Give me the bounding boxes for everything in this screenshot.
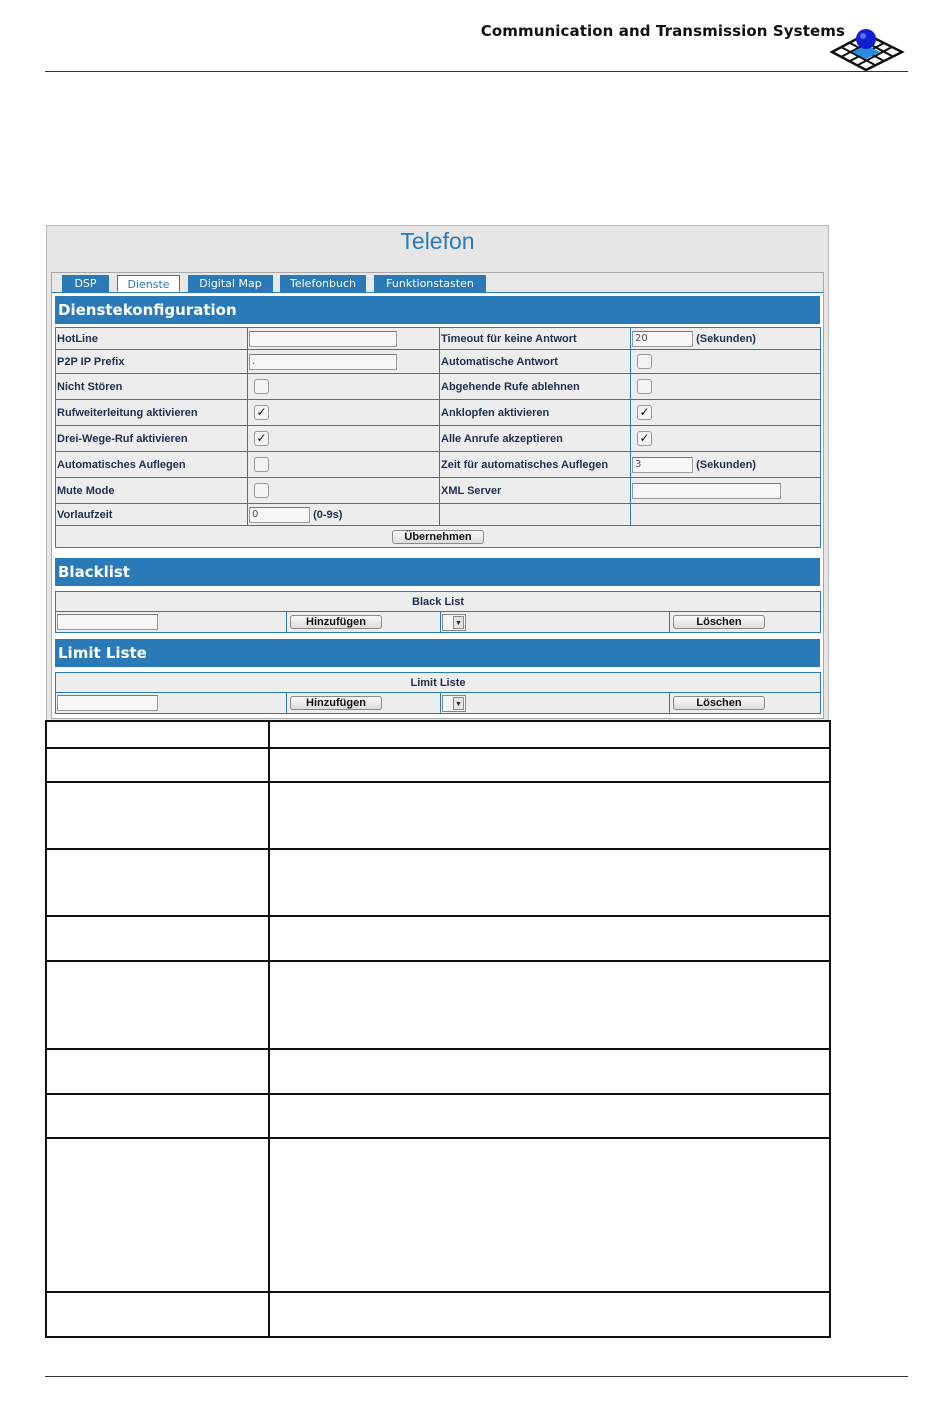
call-waiting-label: Anklopfen aktivieren <box>440 400 631 426</box>
table-cell <box>46 1138 269 1292</box>
accept-all-checkbox[interactable]: ✓ <box>637 431 652 446</box>
table-cell <box>269 721 830 748</box>
section-limit-liste: Limit Liste <box>55 639 820 667</box>
auto-hangup-time-unit: (Sekunden) <box>696 458 756 471</box>
accept-all-label: Alle Anrufe akzeptieren <box>440 426 631 452</box>
three-way-label: Drei-Wege-Ruf aktivieren <box>56 426 248 452</box>
blacklist-delete-button[interactable]: Löschen <box>673 615 765 629</box>
lead-time-label: Vorlaufzeit <box>56 504 248 526</box>
tab-dienste[interactable]: Dienste <box>117 275 180 292</box>
table-cell <box>46 782 269 849</box>
section-dienstekonfiguration: Dienstekonfiguration <box>55 296 820 324</box>
blacklist-number-input[interactable] <box>57 614 158 630</box>
auto-hangup-label: Automatisches Auflegen <box>56 452 248 478</box>
mute-mode-checkbox[interactable] <box>254 483 269 498</box>
reject-outgoing-label: Abgehende Rufe ablehnen <box>440 374 631 400</box>
call-forward-checkbox[interactable]: ✓ <box>254 405 269 420</box>
table-cell <box>269 849 830 916</box>
table-cell <box>46 916 269 961</box>
p2p-prefix-input[interactable]: . <box>249 354 397 370</box>
footer-rule <box>45 1376 908 1377</box>
auto-answer-checkbox[interactable] <box>637 354 652 369</box>
xml-server-input[interactable] <box>632 483 781 499</box>
table-cell <box>46 748 269 782</box>
panel-body <box>51 272 824 719</box>
table-cell <box>46 1292 269 1337</box>
auto-hangup-checkbox[interactable] <box>254 457 269 472</box>
dnd-label: Nicht Stören <box>56 374 248 400</box>
blacklist-table <box>55 591 821 633</box>
limitlist-caption: Limit Liste <box>56 673 821 693</box>
tab-dsp[interactable]: DSP <box>62 275 109 292</box>
call-waiting-checkbox[interactable]: ✓ <box>637 405 652 420</box>
page-header-title: Communication and Transmission Systems <box>480 22 845 40</box>
tab-digital-map[interactable]: Digital Map <box>188 275 273 292</box>
auto-hangup-time-input[interactable]: 3 <box>632 457 693 473</box>
table-cell <box>46 1049 269 1094</box>
auto-answer-label: Automatische Antwort <box>440 350 631 374</box>
blacklist-add-button[interactable]: Hinzufügen <box>290 615 382 629</box>
limitlist-table <box>55 672 821 714</box>
panel-title: Telefon <box>400 228 475 254</box>
table-cell <box>46 849 269 916</box>
tab-funktionstasten[interactable]: Funktionstasten <box>374 275 486 292</box>
limitlist-number-input[interactable] <box>57 695 158 711</box>
table-cell <box>269 782 830 849</box>
no-answer-timeout-unit: (Sekunden) <box>696 332 756 345</box>
table-cell <box>269 961 830 1049</box>
telefon-panel <box>46 225 829 720</box>
table-cell <box>269 1049 830 1094</box>
dnd-checkbox[interactable] <box>254 379 269 394</box>
lead-time-input[interactable]: 0 <box>249 507 310 523</box>
lead-time-unit: (0-9s) <box>313 508 343 521</box>
p2p-prefix-label: P2P IP Prefix <box>56 350 248 374</box>
description-table <box>45 720 831 1338</box>
call-forward-label: Rufweiterleitung aktivieren <box>56 400 248 426</box>
dropdown-arrow-icon: ▼ <box>453 616 464 629</box>
header-rule <box>45 71 908 72</box>
limitlist-add-button[interactable]: Hinzufügen <box>290 696 382 710</box>
dropdown-arrow-icon: ▼ <box>453 697 464 710</box>
no-answer-timeout-input[interactable]: 20 <box>632 331 693 347</box>
table-cell <box>269 916 830 961</box>
diamond-grid-logo <box>828 24 908 74</box>
three-way-checkbox[interactable]: ✓ <box>254 431 269 446</box>
table-cell <box>46 1094 269 1138</box>
hotline-input[interactable] <box>249 331 397 347</box>
xml-server-label: XML Server <box>440 478 631 504</box>
hotline-label: HotLine <box>56 328 248 350</box>
tab-bar <box>52 273 823 293</box>
section-blacklist: Blacklist <box>55 558 820 586</box>
reject-outgoing-checkbox[interactable] <box>637 379 652 394</box>
services-table <box>55 327 821 548</box>
tab-telefonbuch[interactable]: Telefonbuch <box>280 275 366 292</box>
mute-mode-label: Mute Mode <box>56 478 248 504</box>
table-cell <box>269 1094 830 1138</box>
limitlist-delete-button[interactable]: Löschen <box>673 696 765 710</box>
table-cell <box>46 721 269 748</box>
table-cell <box>46 961 269 1049</box>
blacklist-select[interactable] <box>442 614 466 631</box>
limitlist-select[interactable] <box>442 695 466 712</box>
auto-hangup-time-label: Zeit für automatisches Auflegen <box>440 452 631 478</box>
no-answer-timeout-label: Timeout für keine Antwort <box>440 328 631 350</box>
table-cell <box>269 748 830 782</box>
blacklist-caption: Black List <box>56 592 821 612</box>
table-cell <box>269 1138 830 1292</box>
table-cell <box>269 1292 830 1337</box>
apply-button[interactable]: Übernehmen <box>392 530 484 544</box>
